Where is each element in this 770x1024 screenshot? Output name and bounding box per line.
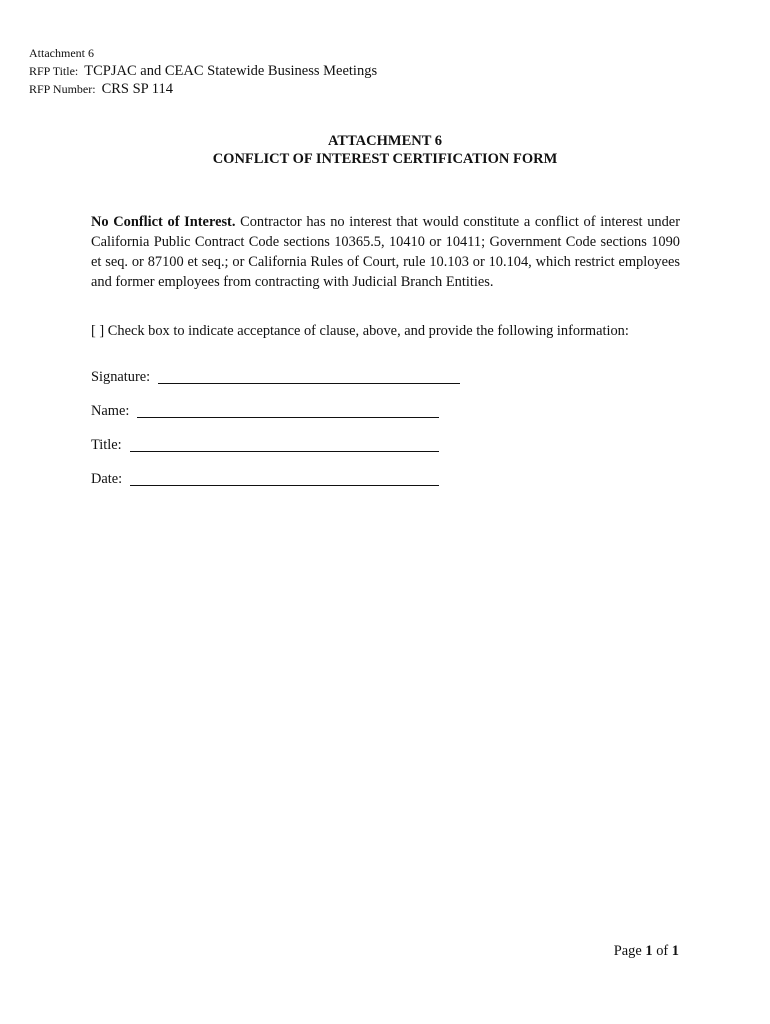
page-total: 1 (671, 943, 679, 959)
rfp-number-row (29, 81, 173, 97)
page-number (614, 944, 679, 958)
rfp-title-row (29, 63, 377, 79)
title-line[interactable] (130, 437, 439, 452)
conflict-clause (91, 212, 680, 292)
date-line[interactable] (130, 471, 439, 486)
name-label: Name: (91, 402, 130, 419)
clause-text: Contractor has no interest that would constitute a conflict of interest under California Public Contract Code sections 10365.5, 10410 or 10411; Government Code sections 1090 et seq. or 87100 et seq.; or California Rules of Court, rule 10.103 or 10.104, which restrict employees and former employees from contracting with Judicial Branch Entities. (91, 214, 680, 290)
clause-heading: No Conflict of Interest. (91, 214, 236, 230)
signature-field (91, 369, 460, 384)
page-word: Page (613, 943, 642, 959)
page-title: ATTACHMENT 6 (328, 133, 442, 149)
date-label: Date: (91, 470, 123, 487)
page-subtitle: CONFLICT OF INTEREST CERTIFICATION FORM (212, 151, 558, 167)
title-label: Title: (91, 436, 122, 453)
rfp-title-label: RFP Title: (29, 64, 79, 78)
page-current: 1 (645, 943, 653, 959)
date-field (91, 471, 439, 486)
acceptance-row (91, 324, 629, 338)
signature-label: Signature: (91, 368, 151, 385)
signature-line[interactable] (158, 369, 460, 384)
of-word: of (656, 943, 669, 959)
attachment-label: Attachment 6 (29, 46, 94, 60)
rfp-title-value: TCPJAC and CEAC Statewide Business Meetings (84, 63, 378, 79)
acceptance-checkbox[interactable]: [ ] (91, 323, 105, 339)
name-line[interactable] (137, 403, 439, 418)
title-field (91, 437, 439, 452)
rfp-number-value: CRS SP 114 (101, 81, 174, 97)
name-field (91, 403, 439, 418)
rfp-number-label: RFP Number: (29, 82, 96, 96)
acceptance-label: Check box to indicate acceptance of clause, above, and provide the following information: (107, 323, 629, 339)
